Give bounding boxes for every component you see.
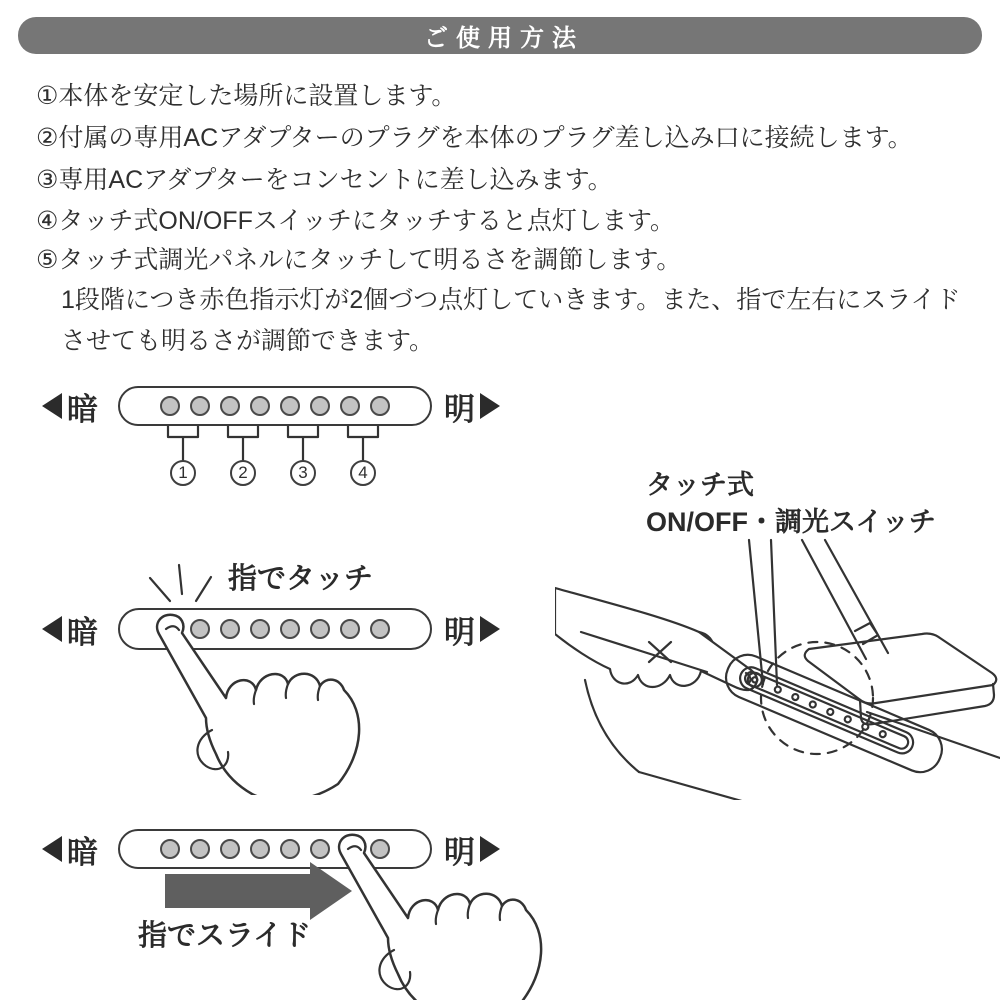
bright-label: 明 — [444, 391, 475, 427]
level-group-badge-2: 2 — [230, 460, 256, 486]
instruction-step-1: ①本体を安定した場所に設置します。 — [36, 82, 457, 110]
switch-callout-line-2: ON/OFF・調光スイッチ — [646, 507, 936, 537]
bright-triangle-icon — [480, 393, 500, 419]
lamp-base-illustration — [555, 532, 1000, 800]
indicator-dot — [160, 839, 180, 859]
slide-caption: 指でスライド — [138, 920, 312, 952]
bright-side-label — [444, 386, 500, 426]
level-group-badge-3: 3 — [290, 460, 316, 486]
indicator-dot — [250, 839, 270, 859]
instruction-step-2: ②付属の専用ACアダプターのプラグを本体のプラグ差し込み口に接続します。 — [36, 124, 913, 152]
indicator-dot — [190, 839, 210, 859]
dark-label: 暗 — [67, 391, 98, 427]
touch-caption: 指でタッチ — [228, 563, 374, 595]
dark-label: 暗 — [67, 614, 98, 650]
dark-side-label — [42, 386, 98, 426]
dark-triangle-icon — [42, 616, 62, 642]
section-header — [18, 17, 982, 54]
bright-label: 明 — [444, 834, 475, 870]
switch-callout-line-1: タッチ式 — [646, 470, 754, 500]
instruction-note-line-1: 1段階につき赤色指示灯が2個づつ点灯していきます。また、指で左右にスライド — [61, 286, 961, 314]
indicator-dot — [190, 396, 210, 416]
sliding-hand-icon — [270, 824, 600, 1000]
indicator-dot — [280, 396, 300, 416]
level-group-badge-1: 1 — [170, 460, 196, 486]
instruction-step-5: ⑤タッチ式調光パネルにタッチして明るさを調節します。 — [36, 246, 682, 274]
instruction-note-line-2: させても明るさが調節できます。 — [61, 327, 435, 355]
indicator-dot — [220, 839, 240, 859]
level-group-badge-4: 4 — [350, 460, 376, 486]
instruction-step-4: ④タッチ式ON/OFFスイッチにタッチすると点灯します。 — [36, 207, 675, 235]
indicator-dot — [340, 396, 360, 416]
indicator-dot — [220, 396, 240, 416]
dark-triangle-icon — [42, 836, 62, 862]
bright-label: 明 — [444, 614, 475, 650]
dark-label: 暗 — [67, 834, 98, 870]
bright-triangle-icon — [480, 616, 500, 642]
dark-triangle-icon — [42, 393, 62, 419]
indicator-dot — [250, 396, 270, 416]
touching-hand-icon — [90, 545, 480, 795]
instruction-step-3: ③専用ACアダプターをコンセントに差し込みます。 — [36, 166, 613, 194]
indicator-dot — [310, 396, 330, 416]
dark-side-label — [42, 829, 98, 869]
indicator-dot — [160, 396, 180, 416]
indicator-dot — [370, 396, 390, 416]
page-title: ご使用方法 — [424, 25, 584, 52]
brightness-indicator-bar — [118, 386, 432, 426]
